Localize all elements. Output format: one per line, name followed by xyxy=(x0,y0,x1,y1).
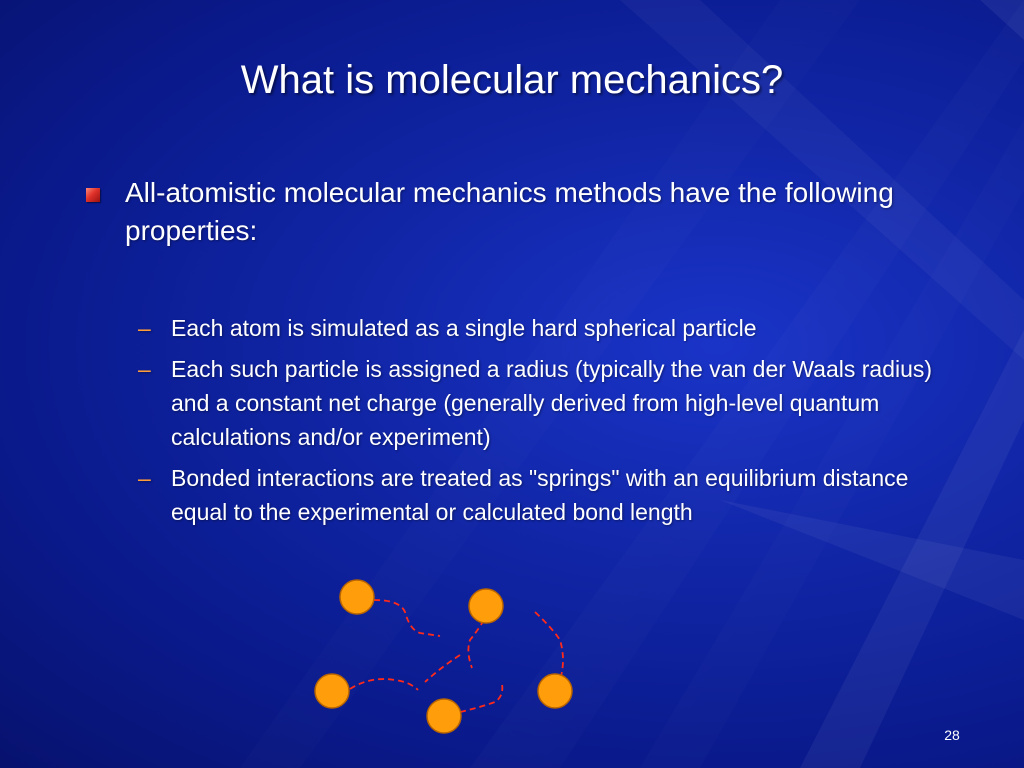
atom-sphere xyxy=(315,674,349,708)
atom-sphere xyxy=(538,674,572,708)
main-bullet-text: All-atomistic molecular mechanics methods have the following properties: xyxy=(125,177,894,246)
sub-bullet-text: Bonded interactions are treated as "springs" with an equilibrium distance equal to the experimental or calculated bond length xyxy=(171,465,909,525)
spring-bond xyxy=(460,684,502,712)
bullet-marker-icon xyxy=(86,188,100,202)
spring-bond xyxy=(535,612,563,680)
sub-bullet-text: Each such particle is assigned a radius (typically the van der Waals radius) and a constant net charge (generally derived from high-level quantum calculations and/or experiment) xyxy=(171,356,933,450)
spring-bonds xyxy=(350,600,563,712)
sub-bullet-text: Each atom is simulated as a single hard spherical particle xyxy=(171,315,757,341)
atom-sphere xyxy=(469,589,503,623)
spring-bond xyxy=(468,620,484,668)
slide-title: What is molecular mechanics? xyxy=(240,58,784,102)
molecule-spring-diagram xyxy=(300,570,600,740)
spring-bond xyxy=(425,655,460,682)
dash-marker: – xyxy=(138,356,151,382)
atom-sphere xyxy=(427,699,461,733)
page-number: 28 xyxy=(944,727,960,743)
atom-sphere xyxy=(340,580,374,614)
atoms xyxy=(315,580,572,733)
dash-marker: – xyxy=(138,315,151,341)
dash-marker: – xyxy=(138,465,151,491)
spring-bond xyxy=(374,600,440,636)
spring-bond xyxy=(350,679,418,690)
